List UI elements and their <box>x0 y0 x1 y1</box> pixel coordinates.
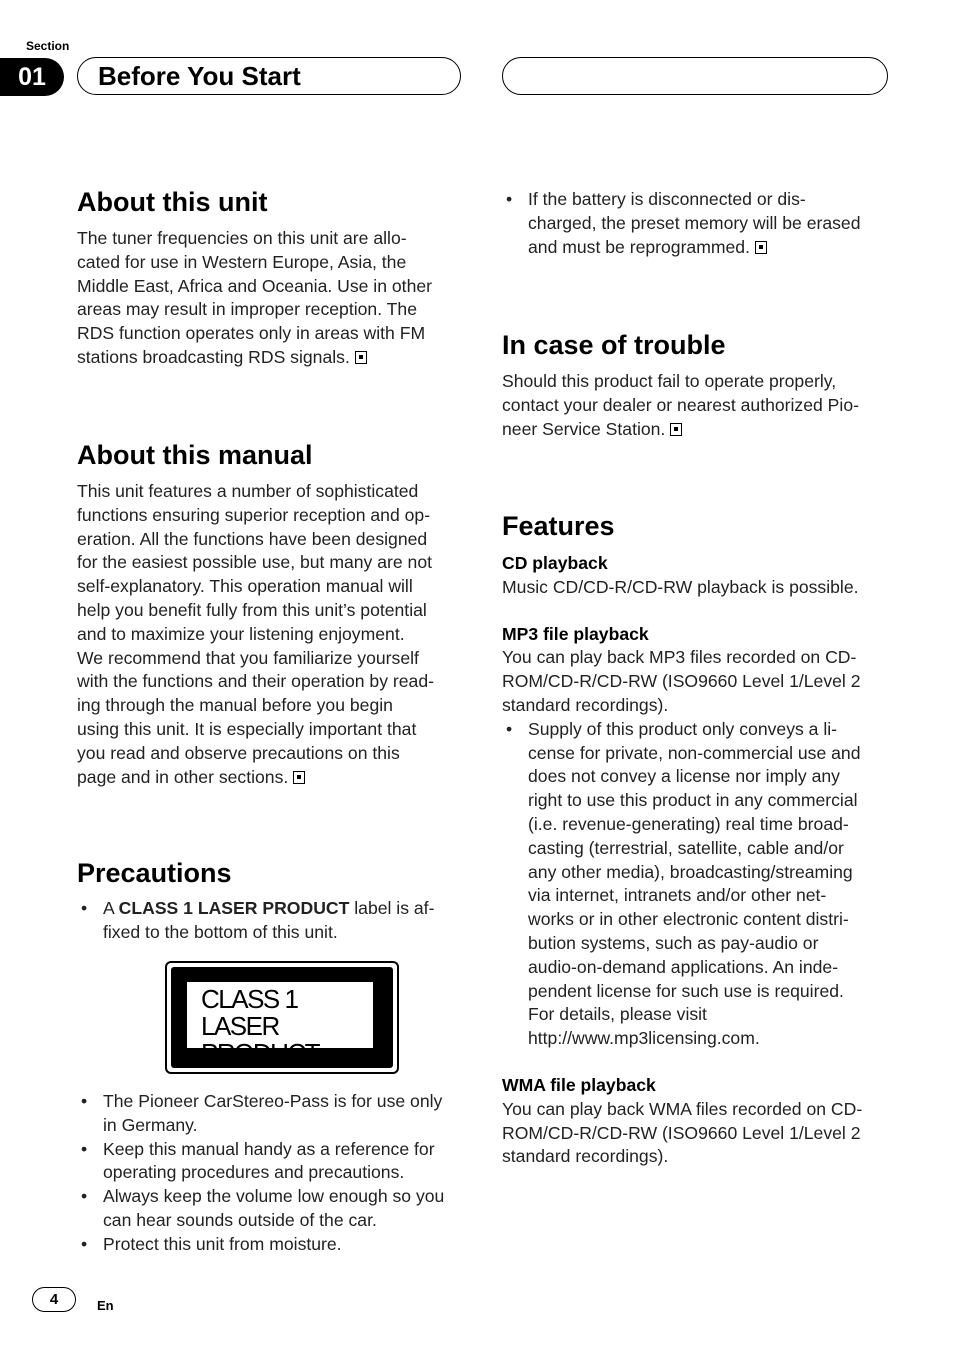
about-manual-heading: About this manual <box>77 440 313 470</box>
precautions-bullet-laser <box>77 897 467 945</box>
bullet-line <box>77 1185 467 1209</box>
bullet-line <box>77 1233 467 1257</box>
bullet-bold-text: CLASS 1 LASER PRODUCT <box>118 898 350 918</box>
bullet-text: The Pioneer CarStereo-Pass is for use only <box>103 1091 443 1111</box>
bullet-line <box>502 718 902 742</box>
body-line: you read and observe precautions on this <box>77 742 400 763</box>
bullet-item <box>77 1233 467 1257</box>
bullet-item <box>77 1138 467 1186</box>
bullet-line: can hear sounds outside of the car. <box>103 1209 377 1230</box>
bullet-line <box>77 1138 467 1162</box>
bullet-line: fixed to the bottom of this unit. <box>103 921 338 942</box>
cd-playback-title: CD playback <box>502 553 608 573</box>
body-line: You can play back WMA files recorded on CD- <box>502 1098 863 1119</box>
bullet-line: operating procedures and precautions. <box>103 1162 405 1183</box>
battery-note <box>502 188 902 259</box>
end-mark-icon <box>670 423 682 436</box>
wma-playback <box>502 1074 902 1169</box>
bullet-line: bution systems, such as pay-audio or <box>528 932 819 953</box>
bullet-text: Keep this manual handy as a reference for <box>103 1138 435 1159</box>
trouble-section <box>502 329 902 441</box>
body-line: cated for use in Western Europe, Asia, the <box>77 251 407 272</box>
bullet-line: charged, the preset memory will be erased <box>528 212 861 233</box>
body-line-text: neer Service Station. <box>502 418 666 439</box>
bullet-line: does not convey a license nor imply any <box>528 766 840 787</box>
body-line: using this unit. It is especially important that <box>77 718 417 739</box>
language-code: En <box>97 1298 114 1313</box>
mp3-playback <box>502 623 902 1051</box>
body-line: Should this product fail to operate properly, <box>502 371 837 391</box>
body-line: ing through the manual before you begin <box>77 695 393 716</box>
body-line: help you benefit fully from this unit’s potential <box>77 599 427 620</box>
bullet-line: For details, please visit <box>528 1004 707 1025</box>
bullet-line: in Germany. <box>103 1114 198 1135</box>
body-line: standard recordings). <box>502 694 669 715</box>
bullet-line: via internet, intranets and/or other net- <box>528 885 827 906</box>
features-heading: Features <box>502 511 615 541</box>
about-unit-section <box>77 186 467 370</box>
bullet-text: If the battery is disconnected or dis- <box>528 189 806 209</box>
bullet-icon: • <box>81 1091 88 1111</box>
bullet-item <box>77 1090 467 1138</box>
bullet-line: pendent license for such use is required. <box>528 980 844 1001</box>
body-line-last <box>77 346 467 370</box>
body-line: self-explanatory. This operation manual will <box>77 576 413 597</box>
bullet-line <box>77 897 467 921</box>
body-line: The tuner frequencies on this unit are allo- <box>77 228 407 248</box>
precautions-bullets <box>77 1090 467 1257</box>
bullet-icon: • <box>81 1138 88 1159</box>
body-line: Music CD/CD-R/CD-RW playback is possible. <box>502 576 859 597</box>
body-line: RDS function operates only in areas with FM <box>77 323 426 344</box>
section-number: 01 <box>0 58 64 96</box>
bullet-line: (i.e. revenue-generating) real time broad- <box>528 813 849 834</box>
mp3-playback-title: MP3 file playback <box>502 623 649 644</box>
body-line: Middle East, Africa and Oceania. Use in other <box>77 275 432 296</box>
body-line: ROM/CD-R/CD-RW (ISO9660 Level 1/Level 2 <box>502 671 861 692</box>
trouble-body <box>502 370 902 441</box>
bullet-line: cense for private, non-commercial use and <box>528 742 861 763</box>
bullet-line: audio-on-demand applications. An inde- <box>528 956 839 977</box>
bullet-text: and must be reprogrammed. <box>528 236 750 257</box>
body-line: eration. All the functions have been designed <box>77 528 428 549</box>
bullet-text: A <box>103 898 119 918</box>
section-title <box>77 57 461 95</box>
bullet-item <box>77 1185 467 1233</box>
bullet-icon: • <box>81 1186 88 1207</box>
body-line: standard recordings). <box>502 1146 669 1167</box>
body-line: contact your dealer or nearest authorized Pio- <box>502 394 859 415</box>
bullet-text: Supply of this product only conveys a li- <box>528 718 838 739</box>
bullet-icon: • <box>506 718 513 739</box>
body-line: You can play back MP3 files recorded on CD- <box>502 647 857 668</box>
body-line: and to maximize your listening enjoyment. <box>77 623 405 644</box>
body-line: areas may result in improper reception. The <box>77 299 417 320</box>
bullet-text: Protect this unit from moisture. <box>103 1233 342 1254</box>
laser-label-line: LASER PRODUCT <box>201 1011 320 1068</box>
features-section <box>502 510 902 1169</box>
about-manual-body <box>77 480 467 789</box>
end-mark-icon <box>355 351 367 364</box>
trouble-heading: In case of trouble <box>502 330 726 360</box>
bullet-icon: • <box>81 1233 88 1254</box>
about-unit-body <box>77 227 467 370</box>
about-manual-section <box>77 439 467 789</box>
body-line-last <box>502 418 902 442</box>
section-empty-box <box>502 57 888 95</box>
bullet-line <box>77 1090 467 1114</box>
body-line: functions ensuring superior reception and op- <box>77 504 431 525</box>
precautions-section <box>77 857 467 945</box>
mp3-license-bullet <box>502 718 902 1051</box>
laser-label-text <box>187 982 373 1068</box>
body-line: We recommend that you familiarize yourself <box>77 647 419 668</box>
bullet-line: casting (terrestrial, satellite, cable and/or <box>528 837 844 858</box>
bullet-line-last <box>502 236 902 260</box>
bullet-text: Always keep the volume low enough so you <box>103 1186 445 1207</box>
bullet-icon: • <box>506 189 513 209</box>
bullet-line: works or in other electronic content distri- <box>528 909 849 930</box>
laser-label-line: CLASS 1 <box>201 984 298 1014</box>
body-line: This unit features a number of sophisticated <box>77 481 419 501</box>
body-line-text: stations broadcasting RDS signals. <box>77 346 350 367</box>
section-label: Section <box>26 39 70 53</box>
about-unit-heading: About this unit <box>77 187 268 217</box>
page-number: 4 <box>32 1287 76 1312</box>
laser-label <box>165 961 399 1074</box>
body-line-text: page and in other sections. <box>77 766 289 787</box>
section-title-text: Before You Start <box>98 60 301 91</box>
body-line: ROM/CD-R/CD-RW (ISO9660 Level 1/Level 2 <box>502 1122 861 1143</box>
body-line: for the easiest possible use, but many are not <box>77 552 433 573</box>
end-mark-icon <box>293 771 305 784</box>
bullet-icon: • <box>81 898 88 918</box>
bullet-line <box>502 188 902 212</box>
precautions-heading: Precautions <box>77 858 232 888</box>
bullet-text: label is af- <box>349 898 435 918</box>
bullet-line: right to use this product in any commercial <box>528 790 858 811</box>
body-line-last <box>77 766 467 790</box>
bullet-line: any other media), broadcasting/streaming <box>528 861 853 882</box>
cd-playback <box>502 552 902 600</box>
wma-playback-title: WMA file playback <box>502 1074 656 1095</box>
end-mark-icon <box>755 241 767 254</box>
body-line: with the functions and their operation by read- <box>77 671 434 692</box>
mp3-licensing-link: http://www.mp3licensing.com. <box>528 1028 760 1049</box>
